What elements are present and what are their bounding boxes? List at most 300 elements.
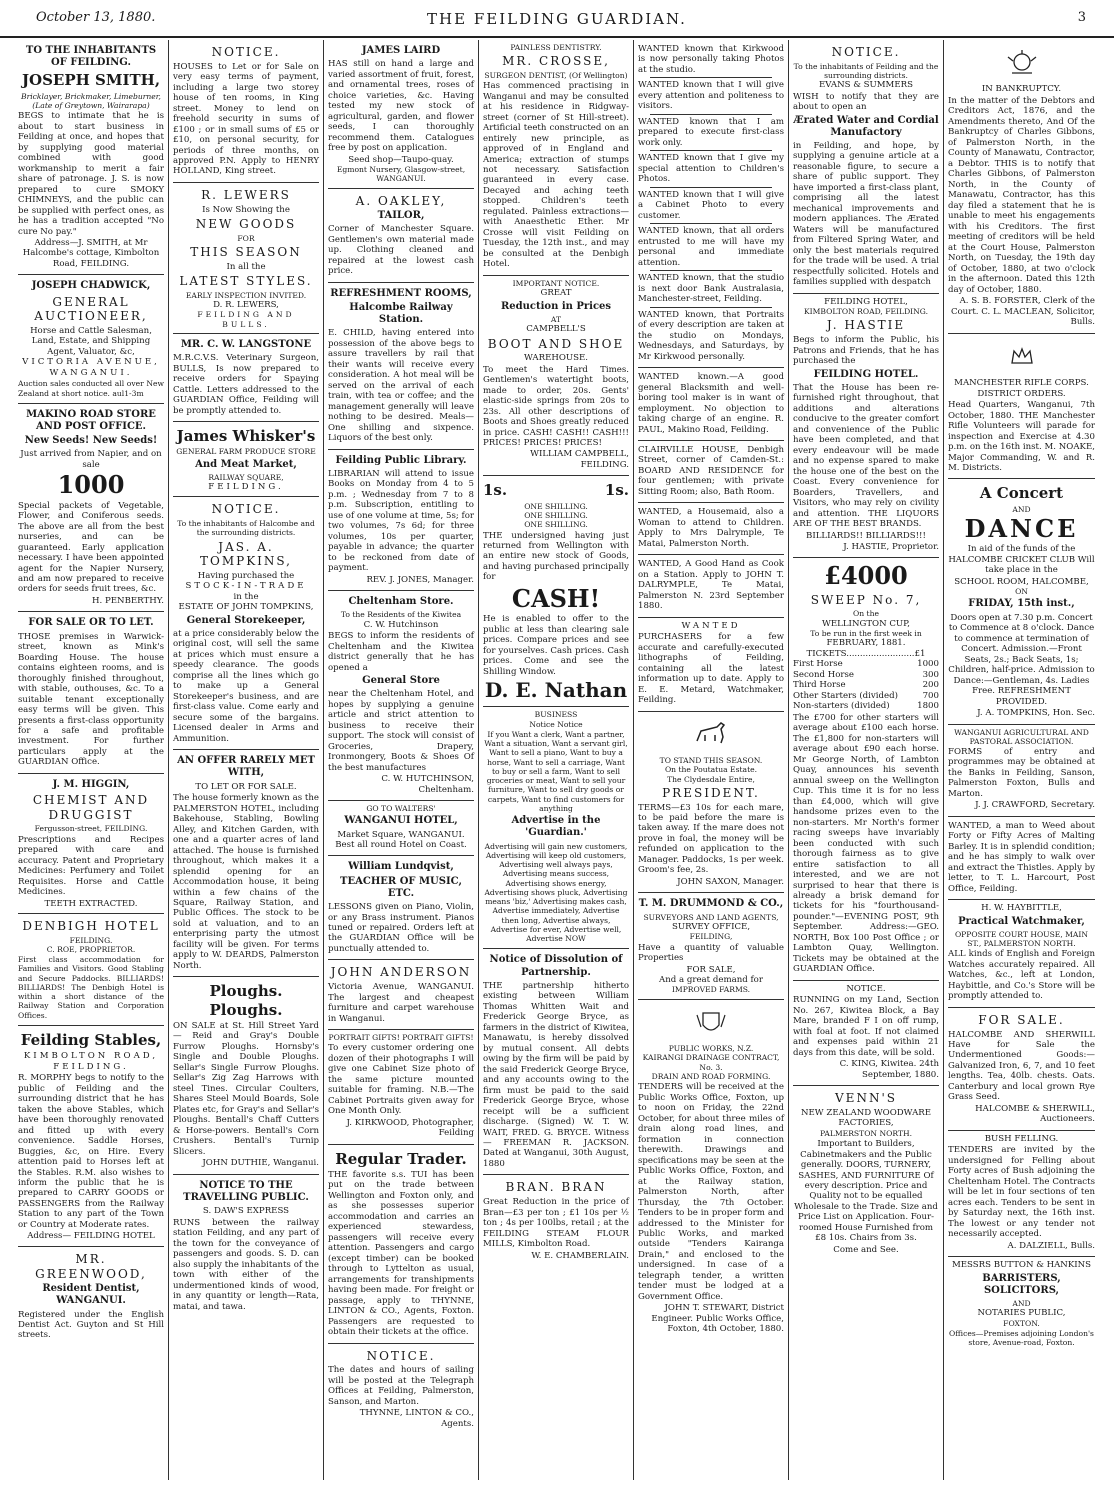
ad-body: THOSE premises in Warwick-street, known as Mink's Boarding House. The house contains eighteen rooms, and is thoroughly finished throughout, with stable, outhouses, &c. To a suitable tenant exceptionally easy terms will be given. This presents a first-class opportunity for a safe and profitable investment. For further particulars apply at the GUARDIAN Office. xyxy=(18,631,164,768)
ad-halcombe-sherwill xyxy=(948,1008,1095,1131)
ad-heading: NOTICE. xyxy=(366,1348,436,1363)
column-1 xyxy=(14,40,169,1480)
ad-body: Important to Builders, Cabinetmakers and the Public generally. DOORS, TURNERY, SASHES, AND FURNITURE Of every description. Price and Quality not to be equalled Wholesale to the Trade. Size and Price List on Application. Four-roomed House Furnished from £8 10s. Chairs from 3s. xyxy=(794,1139,938,1244)
ad-line: BILLIARDS!! BILLIARDS!!! xyxy=(806,530,926,541)
ad-signature: A. S. B. FORSTER, Clerk of the Court. C. L. MACLEAN, Solicitor, Bulls. xyxy=(950,296,1095,328)
ad-oakley-tailor xyxy=(328,189,474,283)
ad-subtitle: Fergusson-street, FEILDING. xyxy=(34,824,148,834)
ad-body: near the Cheltenham Hotel, and hopes by supplying a genuine article and strict attention to business to receive their support. The stock will consist of Groceries, Drapery, Ironmongery, Boots & Shoes Of the best manufactures xyxy=(328,689,474,773)
ad-clairville-house xyxy=(638,441,784,503)
wanted-item: WANTED known that I will give every attention and politeness to visitors. xyxy=(638,80,784,112)
ad-body: THE undersigned having just returned from Wellington with an entire new stock of Goods, and having purchased principally for xyxy=(483,530,629,583)
ad-heading: PAINLESS DENTISTRY. xyxy=(510,43,602,52)
ad-name: MR. CROSSE, xyxy=(502,54,610,69)
ad-signature: J. A. TOMPKINS, Hon. Sec. xyxy=(977,708,1095,719)
ad-name: William Lundqvist, xyxy=(348,861,454,873)
ad-body: Begs to inform the Public, his Patrons and Friends, that he has purchased the xyxy=(793,335,939,367)
ad-heading: Feilding Stables, xyxy=(20,1030,162,1049)
ad-ploughs xyxy=(173,977,319,1174)
ad-body: ALL kinds of English and Foreign Watches accurately repaired. All Watches, &c., left at London, Haybittle, and Co.'s Store will be promptly attended to. xyxy=(948,949,1095,1002)
ad-heading: PUBLIC WORKS, N.Z. xyxy=(668,1044,754,1054)
column-4 xyxy=(479,40,634,1480)
ad-campbell-boots xyxy=(483,276,629,477)
ad-body: Have a quantity of valuable Properties xyxy=(638,942,784,964)
ad-line: GREAT xyxy=(540,288,572,299)
ad-heading: BUSINESS xyxy=(534,710,578,720)
ad-line: General Storekeeper, xyxy=(186,614,306,626)
prize-table xyxy=(793,659,939,711)
ad-line: To the inhabitants of Halcombe and the surrounding districts. xyxy=(177,519,315,538)
ad-line: ESTATE OF JOHN TOMPKINS, xyxy=(178,602,314,613)
ad-signature: C. KING, Kiwitea. 24th September, 1880. xyxy=(839,1059,939,1080)
ad-subtitle: Resident Dentist, WANGANUI. xyxy=(42,1283,140,1307)
ad-name: PRESIDENT. xyxy=(662,785,760,800)
ad-body: R. MORPHY begs to notify to the public of Feilding and the surrounding district that he has taken the above Stables, which have been thoroughly renovated and fitted up with every convenience. Saddle Horses, Buggies, &c, on Hire. Every attention paid to Horses left at the Stables. R.M. also wishes to inform the public that he is prepared to CARRY GOODS or PASSENGERS from the Railway Station to any part of the Town or Country at Moderate rates. xyxy=(18,1073,164,1230)
ad-signature: C. W. HUTCHINSON, Cheltenham. xyxy=(381,774,474,795)
issue-date: October 13, 1880. xyxy=(36,10,156,25)
royal-coat-of-arms-icon xyxy=(1002,47,1042,77)
prize-label: Other Starters (divided) xyxy=(793,690,898,701)
ad-subtitle: FEILDING. xyxy=(69,935,113,945)
ad-notice-houses xyxy=(173,40,319,183)
ad-body: The house formerly known as the PALMERSTON HOTEL, including Bakehouse, Stabling, Bowling Alley, and Kitchen Garden, with one and a quarter acres of land attached. The house is furnished throughout, which makes it a splendid opening for an Accommodation house, it being within a few chains of the Square, Railway Station, and Public Offices. The stock to be sold at valuation, and to an enterprising party the utmost facility will be given. For terms apply to W. DEARDS, Palmerston North. xyxy=(173,793,319,971)
ad-body: If you Want a clerk, Want a partner, Want a situation, Want a servant girl, Want to sell a piano, Want to buy a horse, Want to sell a carriage, Want to buy or sell a farm, Want to sell groceries or meat, Want to sell your furniture, Want to sell dry goods or carpets, Want to find customers for anything xyxy=(484,729,628,813)
prize-label: Non-starters (divided) xyxy=(793,701,890,712)
ad-body: Head Quarters, Wanganui, 7th October, 1880. THE Manchester Rifle Volunteers will parade for inspection and Exercise at 4.30 p.m. on the 16th inst. M. NOAKE, Major Commanding, W. and R. M. Districts. xyxy=(948,400,1095,473)
ad-body: M.R.C.V.S. Veterinary Surgeon, BULLS, Is now prepared to receive orders for Spaying Cattle. Letters addressed to the GUARDIAN Office, Feilding will be promptly attended to. xyxy=(173,353,319,416)
ad-heading: PORTRAIT GIFTS! PORTRAIT GIFTS! xyxy=(328,1033,474,1043)
ad-name: MR. C. W. LANGSTONE xyxy=(180,338,312,350)
ad-heading: MANCHESTER RIFLE CORPS. xyxy=(954,378,1089,389)
ad-name: H. W. HAYBITTLE, xyxy=(981,903,1062,914)
ad-body: TERMS—£3 10s for each mare, to be paid before the mare is taken away. If the mare does not prove in foal, the money will be refunded on application to the Manager. Paddocks, 1s per week. Groom's fee, 2s. xyxy=(638,802,784,876)
ad-name: D. E. Nathan xyxy=(484,678,628,703)
ad-signature: WILLIAM CAMPBELL, FEILDING. xyxy=(530,449,629,470)
ad-refreshment-rooms xyxy=(328,283,474,450)
ad-line: SCHOOL ROOM, HALCOMBE, xyxy=(954,576,1089,587)
ad-bankruptcy xyxy=(948,40,1095,334)
ad-name: JOHN ANDERSON xyxy=(330,965,472,980)
ad-line: TICKETS.........................£1 xyxy=(806,648,926,659)
ad-body: Great Reduction in the price of Bran—£3 per ton ; £1 10s per ½ ton ; 4s per 100lbs, retail ; at the FEILDING STEAM FLOUR MILLS, Kimbolton Road. xyxy=(483,1197,629,1250)
ad-body: HOUSES to Let or for Sale on very easy terms of payment, including a large two storey house of ten rooms, in King street. Money to lend on freehold security in sums of £100 ; or in small sums of £5 or £10, on personal security, for periods of three months, on approved P.N. Apply to HENRY HOLLAND, King street. xyxy=(173,61,319,177)
ad-signature: J. KIRKWOOD, Photographer, Feilding xyxy=(346,1117,474,1139)
ad-denbigh-hotel xyxy=(18,914,164,1026)
ad-signature: REV. J. JONES, Manager. xyxy=(366,574,474,585)
ad-line: In all the xyxy=(226,261,266,272)
ad-line: BARRISTERS, SOLICITORS, xyxy=(982,1272,1061,1296)
ad-james-whisker xyxy=(173,422,319,497)
ad-footer: Auction sales conducted all over New Zealand at short notice. aul1-3m xyxy=(18,379,164,398)
ad-body: Corner of Manchester Square. Gentlemen's own material made up. Clothing cleaned and repaired at the lowest cash price. xyxy=(328,224,474,277)
ad-line: AT xyxy=(550,314,562,324)
prize-row xyxy=(793,659,939,669)
ad-heading: MAKINO ROAD STORE AND POST OFFICE. xyxy=(26,408,156,432)
wanted-item: WANTED known that I am prepared to execute first-class work only. xyxy=(638,116,784,148)
ad-line: Advertise in the 'Guardian.' xyxy=(511,815,601,839)
ad-langstone xyxy=(173,334,319,422)
prize-amount: 700 xyxy=(922,690,939,701)
ad-line: FEILDING. xyxy=(208,481,284,492)
horse-icon xyxy=(691,719,731,749)
ad-line: General Store xyxy=(362,675,440,687)
ad-palmerston-hotel xyxy=(173,750,319,977)
ad-heading: WANTED xyxy=(681,620,741,631)
ad-footer: TEETH EXTRACTED. xyxy=(44,898,138,909)
ad-body: LESSONS given on Piano, Violin, or any Brass instrument. Pianos tuned or repaired. Orders left at the GUARDIAN Office will be punctually attended to. xyxy=(328,902,474,954)
ad-sailing-notice xyxy=(328,1344,474,1435)
ad-heading: GO TO WALTERS' xyxy=(366,804,436,814)
ad-name: EVANS & SUMMERS xyxy=(819,80,913,91)
ad-line: NEW GOODS xyxy=(195,217,297,232)
ad-venns xyxy=(793,1086,939,1259)
ad-body: THE partnership hitherto existing between William Thomas Whitten Wait and Frederick George Bryce, as farmers in the district of Kiwitea, Manawatu, is hereby dissolved by mutual consent. All debts owing by the firm will be paid by the said Frederick George Bryce, and any accounts owing to the firm must be paid to the said Frederick George Bryce, whose receipt will be a sufficient discharge. (Signed) W. T. W. WAIT, FRED. G. BRYCE. Witness— FREEMAN R. JACKSON. Dated at Wanganui, 30th August, 1880 xyxy=(483,980,629,1169)
ad-john-anderson xyxy=(328,960,474,1030)
ad-subtitle: SURGEON DENTIST, (Of Wellington) xyxy=(484,70,628,80)
ad-body: E. CHILD, having entered into possession of the above begs to assure travellers by rail that their wants will receive every consideration. A hot meal will be served on the arrival of each train, with tea or coffee; and the management generally will leave nothing to be desired. Meals—One shilling and sixpence. Liquors of the best only. xyxy=(328,328,474,444)
ad-body: FORMS of entry and programmes may be obtained at the Banks in Feilding, Sanson, Palmerston Foxton, Bulls and Marton. xyxy=(948,747,1095,799)
ad-signature: JOHN SAXON, Manager. xyxy=(677,876,784,887)
column-7 xyxy=(944,40,1099,1480)
ad-line: LATEST STYLES. xyxy=(179,274,313,289)
wanted-item: WANTED known, that the studio is next door Bank Australasia, Manchester-street, Feilding. xyxy=(638,273,784,305)
ad-regular-trader xyxy=(328,1145,474,1344)
ad-wanted-series xyxy=(638,40,784,368)
ad-body: WANTED known.—A good general Blacksmith and well-boring tool maker is in want of employment. No objection to taking charge of an engine. R. PAUL, Makino Road, Feilding. xyxy=(638,372,784,435)
ad-heading: AN OFFER RARELY MET WITH, xyxy=(177,755,315,779)
ad-heading: Cheltenham Store. xyxy=(348,596,454,608)
ad-name: R. LEWERS xyxy=(201,187,291,202)
ad-heading: BRAN. BRAN xyxy=(505,1180,607,1195)
ad-heading: MESSRS BUTTON & HANKINS xyxy=(951,1260,1092,1271)
price-mark-right: 1s. xyxy=(604,481,629,500)
ad-heading: BUSH FELLING. xyxy=(984,1133,1059,1144)
column-3 xyxy=(324,40,479,1480)
ad-subtitle: New Seeds! New Seeds! xyxy=(24,435,158,447)
ad-line: And Meat Market, xyxy=(195,458,297,470)
ad-heading: NOTICE. xyxy=(846,983,886,994)
ad-name: WANGANUI HOTEL, xyxy=(344,815,458,827)
ad-body: Offices—Premises adjoining London's store, Avenue-road, Foxton. xyxy=(949,1329,1094,1348)
prize-amount: 1800 xyxy=(917,701,939,712)
ad-body: To meet the Hard Times. Gentlemen's watertight boots, made to order, 20s. Gents' elastic-side springs from 20s to 23s. All other descriptions of Boots and Shoes greatly reduced in price. CASH! CASH!! CASH!!! PRICES! PRICES! PRICES! xyxy=(483,364,629,448)
ad-line: FEILDING HOTEL. xyxy=(813,368,919,380)
ad-heading: £4000 xyxy=(824,561,908,591)
ad-body: TENDERS will be received at the Public Works Office, Foxton, up to noon on Friday, the 22nd October, for about three miles of drain along road lines, and formation in connection therewith. Drawings and specifications may be seen at the Public Works Office, Foxton, and at the Railway station, Palmerston North, after Thursday, the 7th October. Tenders to be in proper form and addressed to the Minister for Public Works, and marked outside "Tenders Kairanga Drain," and enclosed to the undersigned. In case of a telegraph tender, a written tender must be lodged at a Government Office. xyxy=(638,1082,784,1302)
ad-heading: IN BANKRUPTCY. xyxy=(981,84,1062,95)
ad-body: HALCOMBE AND SHERWILL Have for Sale the Undermentioned Goods:— Galvanized Iron, 6, 7, and 10 feet lengths. Tea, 40lb. chests. Oats. Canterbury and local grown Rye Grass Seed. xyxy=(948,1029,1095,1103)
ad-heading: JAMES LAIRD xyxy=(361,45,441,56)
ad-wanted-housemaid xyxy=(638,503,784,555)
ad-line: ONE SHILLING. xyxy=(524,511,588,520)
ad-heading: NOTICE. xyxy=(211,502,281,517)
prize-row xyxy=(793,680,939,690)
ad-body: WANTED, a Housemaid, also a Woman to attend to Children. Apply to Mrs Dalrymple, Te Matai, Palmerston North. xyxy=(638,507,784,549)
ad-body: Market Square, WANGANUI. Best all round Hotel on Coast. xyxy=(335,829,467,850)
ad-title: Practical Watchmaker, xyxy=(958,915,1085,927)
prize-row xyxy=(793,691,939,701)
ad-sweep xyxy=(793,558,939,980)
ad-heading: FOR SALE OR TO LET. xyxy=(28,617,154,629)
ad-heading: A Concert xyxy=(979,484,1064,503)
ad-number: 1000 xyxy=(57,470,125,500)
ad-business-notice xyxy=(483,707,629,949)
ad-body: RUNS between the railway station Feilding, and any part of the town for the conveyance of passengers and goods. S. D. can also supply the inhabitants of the town with either of the undermentioned kinds of wood, in any quantity or length—Rata, matai, and tawa. xyxy=(173,1217,319,1312)
wanted-item: WANTED known that I will give a Cabinet Photo to every customer. xyxy=(638,189,784,221)
ad-subtitle: KAIRANGI DRAINAGE CONTRACT, No. 3. xyxy=(642,1053,780,1072)
prize-label: First Horse xyxy=(793,659,843,670)
ad-body: in Feilding, and hope, by supplying a genuine article at a reasonable figure, to secure a share of public support. They have imported a first-class plant, comprising all the latest mechanical improvements and modern appliances. The Ærated Waters will be manufactured from Filtered Spring Water, and only the best materials required for the trade will be used. A trial respectfully solicited. Hotels and families supplied with despatch xyxy=(793,140,939,288)
ad-body: Victoria Avenue, WANGANUI. The largest and cheapest furniture and carpet warehouse in Wanganui. xyxy=(328,982,474,1024)
ad-painless-dentistry xyxy=(483,40,629,276)
ad-line: SWEEP No. 7, xyxy=(810,592,922,607)
ad-heading: REFRESHMENT ROOMS, xyxy=(330,287,472,299)
ad-title: TEACHER OF MUSIC, ETC. xyxy=(340,875,462,899)
ad-body: THE favorite s.s. TUI has been put on the trade between Wellington and Foxton only, and as she possesses superior accommodation and carries an experienced stewardess, passengers will receive every attention. Passengers and cargo (except timber) can be booked through to Lyttelton as usual, arrangements for transhipments having been made. For freight or passage, apply to THYNNE, LINTON & CO., Agents, Foxton. Passengers are requested to obtain their tickets at the office. xyxy=(328,1169,474,1338)
ad-subtitle: KIMBOLTON ROAD, FEILDING. xyxy=(803,307,929,317)
ad-line: FOR xyxy=(237,233,255,243)
coat-of-arms-icon xyxy=(691,1007,731,1037)
ad-line: THIS SEASON xyxy=(190,244,302,259)
ad-portrait-gifts xyxy=(328,1030,474,1145)
ad-body: HAS still on hand a large and varied assortment of fruit, forest, and ornamental trees, roses of choice varieties, &c. Having tested my new stock of agricultural, garden, and flower seeds, I can thoroughly recommend them. Catalogues free by post on application. xyxy=(328,59,474,154)
ad-line: WAREHOUSE. xyxy=(523,353,589,364)
ad-heading: NOTICE. xyxy=(831,45,901,59)
ad-body: The £700 for other starters will average about £100 each horse. The £1,800 for non-starters will average about £90 each horse. Mr George North, of Lambton Quay, announces his seventh annual sweep on the Wellington Cup. This time it is for no less than £4,000, which will give handsome prizes even to the non-starters. Mr North's former racing sweeps have invariably been conducted with such thorough fairness as to give entire satisfaction to all interested, and we are not surprised to hear that there is already a brisk demand for tickets for his "fourthousand-pounder."—EVENING POST, 9th September. Address:—GEO. NORTH, Box 100 Post Office ; or Lambton Quay, Wellington. Tickets may be obtained at the GUARDIAN Office. xyxy=(793,712,939,975)
ad-public-works xyxy=(638,1000,784,1340)
ad-line: RAILWAY SQUARE, xyxy=(208,472,284,482)
ad-line: Is Now Showing the xyxy=(202,204,290,215)
ad-line: BOOT AND SHOE xyxy=(487,336,625,351)
ad-heading: FOR SALE. xyxy=(978,1012,1065,1027)
ad-body: Advertising will gain new customers, Advertising will keep old customers, Advertising well always pays, Advertising means success, Advertising shows energy, Advertising shows pluck, Advertising means 'biz,' Advertising makes cash, Advertise immediately, Advertise then long, Advertise always, Advertise for ever, Advertise well, Advertise NOW xyxy=(484,841,628,944)
newspaper-title: THE FEILDING GUARDIAN. xyxy=(427,10,687,28)
prize-amount: 300 xyxy=(922,669,939,680)
ad-body: In the matter of the Debtors and Creditors Act, 1876, and the Amendments thereto, And Of the Bankruptcy of Charles Gibbons, of Palmerston North, in the County of Manawatu, Contractor, a Debtor. THIS is to notify that Charles Gibbons, of Palmerston North, in the County of Manawatu, Contractor, has this day filed a statement that he is unable to meet his engagements with his Creditors. The first meeting of creditors will be held at the Court House, Palmerston North, on Tuesday, the 19th day of October, 1880, at two o'clock in the afternoon. Dated this 12th day of October, 1880. xyxy=(948,95,1095,295)
ad-daws-express xyxy=(173,1175,319,1317)
ad-line: FEILDING, xyxy=(689,932,733,942)
ad-subtitle: TO LET OR FOR SALE. xyxy=(195,781,297,792)
ad-body: BEGS to inform the residents of Cheltenham and the Kiwitea district generally that he has opened a xyxy=(328,631,474,673)
ad-line: STOCK-IN-TRADE xyxy=(185,581,307,592)
ad-evans-summers xyxy=(793,40,939,294)
ad-body: at a price considerably below the original cost, will sell the same at prices which must ensure a speedy clearance. The goods comprise all the lines which go to make up a General Storekeeper's business, and are first-class value. Come early and secure some of the bargains. Licensed dealer in Arms and Ammunition. xyxy=(173,628,319,744)
ad-signature: A. DALZIELL, Bulls. xyxy=(1007,1240,1095,1251)
ad-button-hankins xyxy=(948,1257,1095,1352)
ad-notice-mare xyxy=(793,981,939,1086)
ad-for-sale-or-to-let xyxy=(18,612,164,773)
ad-line: CASH! xyxy=(511,583,601,613)
ad-feilding-hotel xyxy=(793,294,939,559)
ad-line: WELLINGTON CUP, xyxy=(822,618,910,629)
ad-line: To the inhabitants of Feilding and the surrounding districts. xyxy=(793,61,939,80)
ad-proprietor: C. ROE, PROPRIETOR. xyxy=(46,944,136,954)
ad-heading: Regular Trader. xyxy=(335,1149,467,1168)
column-6 xyxy=(789,40,944,1480)
ad-body: WANTED, A Good Hand as Cook on a Station. Apply to JOHN T. DALRYMPLE, Te Matai, Palmerston N. 23rd September 1880. xyxy=(638,559,784,612)
ad-wanted-weeder xyxy=(948,817,1095,900)
ad-name: JAS. A. TOMPKINS, xyxy=(199,539,292,569)
ad-body: WANTED, a man to Weed about Forty or Fifty Acres of Malting Barley. It is in splendid condition; and he has simply to walk over and extract the Thistles. Apply by letter, to T. L. Harcourt, Post Office, Feilding. xyxy=(948,820,1095,894)
ad-body: Has commenced practising in Wanganui and may be consulted at his residence in Ridgway-street (corner of St Hill-street). Artificial teeth constructed on an entirely new principle, as approved of in England and America; extraction of stumps not necessary. Satisfaction guaranteed in every case. Decayed and aching teeth stopped. Children's teeth regulated. Painless extractions—with Anaesthetic Ether. Mr Crosse will visit Feilding on Tuesday, the 12th inst., and may be consulted at the Denbigh Hotel. xyxy=(483,81,629,270)
ad-heading: Notice of Dissolution of Partnership. xyxy=(489,954,623,978)
ad-name: J. M. HIGGIN, xyxy=(52,778,130,790)
ad-heading: FEILDING HOTEL, xyxy=(824,296,908,307)
ad-body: That the House has been re-furnished right throughout, that additions and alterations conducive to the greater comfort and convenience of the Public have been completed, and that every endeavour will be made and no expense spared to make the house one of the best on the Coast. Every convenience for Boarders, Travellers, and Visitors, who may rely on civility and attention. THE LIQUORS ARE OF THE BEST BRANDS. xyxy=(793,382,939,530)
shilling-banner xyxy=(483,479,629,501)
wanted-item: WANTED known, that Portraits of every description are taken at the studio on Mondays, Wednesdays, and Saturdays, by Mr Kirkwood personally. xyxy=(638,309,784,362)
ad-body: He is enabled to offer to the public at less than clearing sale prices. Compare prices and see for yourselves. Cash prices. Cash prices. Come and see the Shilling Window. xyxy=(483,614,629,677)
ad-signature: H. PENBERTHY. xyxy=(92,595,164,606)
ad-signature: W. E. CHAMBERLAIN. xyxy=(531,1250,629,1261)
ad-body: BEGS to intimate that he is about to start business in Feilding at once, and hopes that by supplying good material combined with good workmanship to merit a fair share of patronage. J. S. is now prepared to cure SMOKY CHIMNEYS, and the public can be supplied with perfect ones, as he has a tradition accepted "No cure No pay." xyxy=(18,111,164,237)
prize-label: Second Horse xyxy=(793,669,854,680)
ad-wanted-purchasers xyxy=(638,618,784,712)
ad-line: SURVEY OFFICE, xyxy=(671,921,751,932)
wanted-item: WANTED known that Kirkwood is now personally taking Photos at the studio. xyxy=(638,44,784,75)
ad-agricultural-association xyxy=(948,725,1095,817)
prize-amount: 1000 xyxy=(917,659,939,670)
wanted-item: WANTED known that I give my special attention to Children's Photos. xyxy=(638,153,784,185)
ad-greenwood-dentist xyxy=(18,1247,164,1346)
ad-feilding-stables xyxy=(18,1026,164,1247)
ad-subtitle: KIMBOLTON ROAD, FEILDING. xyxy=(23,1051,159,1072)
ad-concert-dance xyxy=(948,479,1095,724)
ad-body: TENDERS are invited by the undersigned for Felling about Forty acres of Bush adjoining the Cheltenham Hotel. The Contracts will be let in four sections of ten acres each. Tenders to be sent in by Saturday next, the 16th inst. The lowest or any tender not necessarily accepted. xyxy=(948,1145,1095,1240)
ad-signature: THYNNE, LINTON & CO., Agents. xyxy=(359,1408,474,1429)
ad-line: DANCE xyxy=(964,514,1079,544)
ad-body: First class accommodation for Families and Visitors. Good Stabling and Secure Paddocks. BILLIARDS! BILLIARDS! The Denbigh Hotel is within a short distance of the Railway Station and Corporation Offices. xyxy=(18,955,164,1020)
ad-footer: Seed shop—Taupo-quay. xyxy=(348,154,454,165)
ad-makino-road-store xyxy=(18,404,164,613)
ad-line: NEW ZEALAND WOODWARE FACTORIES, xyxy=(800,1107,932,1129)
ad-heading: NOTICE. xyxy=(211,45,281,59)
ad-name: James Whisker's xyxy=(176,427,316,445)
ad-signature: HALCOMBE & SHERWILL, Auctioneers. xyxy=(975,1103,1095,1125)
ad-line: DRAIN AND ROAD FORMING. xyxy=(651,1071,771,1081)
masthead xyxy=(0,0,1114,38)
ad-line: And a great demand for xyxy=(659,975,763,985)
ad-body: Special packets of Vegetable, Flower, and Coniferous seeds. The above are all from the best nurseries, and can be guaranteed. Early application necessary. I have been appointed agent for the Napier Nursery, and am now prepared to receive orders for seeds fruit trees, &c. xyxy=(18,500,164,595)
ad-line: Having purchased the xyxy=(197,570,295,581)
ad-heading: Ploughs. Ploughs. xyxy=(209,982,283,1019)
ad-line: GENERAL FARM PRODUCE STORE xyxy=(176,447,316,457)
ad-body: To every customer ordering one dozen of their photographs I will give one Cabinet Size photo of the same picture mounted suitable for framing. N.B.—The Cabinet Portraits given away for One Month Only. xyxy=(328,1043,474,1117)
ad-higgin-chemist xyxy=(18,774,164,914)
ad-line: On the Poutatua Estate. xyxy=(664,765,758,775)
ad-haybittle xyxy=(948,900,1095,1008)
ad-public-library xyxy=(328,450,474,592)
ad-name: JOSEPH SMITH, xyxy=(21,71,161,90)
ad-body: WISH to notify that they are about to open an xyxy=(793,91,939,113)
ad-line: To be run in the first week in xyxy=(810,629,922,639)
ad-line: AND xyxy=(1012,1299,1031,1309)
ad-name: C. W. Hutchinson xyxy=(363,619,439,630)
ad-lewers xyxy=(173,183,319,334)
ad-heading: WANGANUI AGRICULTURAL AND PASTORAL ASSOCIATION. xyxy=(954,727,1089,746)
ad-heading: Feilding Public Library. xyxy=(335,454,467,466)
ad-signature: JOHN T. STEWART, District Engineer. Public Works Office, Foxton, 4th October, 1880. xyxy=(651,1303,784,1335)
ad-drummond xyxy=(638,893,784,999)
ad-heading: TO THE INHABITANTS OF FEILDING. xyxy=(25,45,157,69)
ad-title: CHEMIST AND DRUGGIST xyxy=(32,793,150,822)
ad-cheltenham-store xyxy=(328,591,474,801)
ad-line: ONE SHILLING. xyxy=(524,501,588,511)
prize-row xyxy=(793,701,939,711)
ad-address: VICTORIA AVENUE, WANGANUI. xyxy=(22,357,160,378)
ad-line: FOR SALE, xyxy=(686,964,736,975)
price-mark-left: 1s. xyxy=(483,481,508,500)
ad-bran xyxy=(483,1175,629,1266)
ad-line: NOTARIES PUBLIC, xyxy=(977,1308,1066,1319)
ad-subtitle: To the Residents of the Kiwitea xyxy=(340,610,462,620)
ad-address: Address— FEILDING HOTEL xyxy=(27,1231,155,1242)
ad-signature: J. J. CRAWFORD, Secretary. xyxy=(975,800,1095,811)
ad-subtitle: DISTRICT ORDERS. xyxy=(977,388,1066,399)
ad-body: Horse and Cattle Salesman, Land, Estate, and Shipping Agent, Valuator, &c, xyxy=(30,325,152,357)
ad-title: GENERAL AUCTIONEER, xyxy=(34,294,148,324)
ad-joseph-chadwick xyxy=(18,275,164,403)
ad-name: MR. GREENWOOD, xyxy=(35,1251,147,1281)
ad-body: In aid of the funds of the HALCOMBE CRICKET CLUB Will take place in the xyxy=(948,544,1095,576)
ad-body: Registered under the English Dentist Act. Guyton and St Hill streets. xyxy=(18,1309,164,1341)
ad-heading: IMPORTANT NOTICE. xyxy=(512,278,600,288)
prize-amount: 200 xyxy=(922,680,939,691)
ad-line: Ærated Water and Cordial Manufactory xyxy=(793,114,939,138)
ad-body: PURCHASERS for a few accurate and carefully-executed lithographs of Feilding, containing all the latest information up to date. Apply to E. E. Metard, Watchmaker, Feilding. xyxy=(638,632,784,706)
columns xyxy=(14,40,1104,1480)
ad-line: Notice Notice xyxy=(529,719,583,729)
ad-line: Egmont Nursery, Glasgow-street, WANGANUI. xyxy=(336,165,466,184)
ad-title: TAILOR, xyxy=(377,210,425,222)
ad-line: On the xyxy=(853,609,879,619)
ad-line: Reduction in Prices xyxy=(500,300,612,312)
ad-line: FEBRUARY, 1881. xyxy=(826,638,906,649)
prize-row xyxy=(793,670,939,680)
ad-wanganui-hotel xyxy=(328,801,474,856)
ad-line: PALMERSTON NORTH. xyxy=(819,1128,913,1138)
ad-footer: FEILDING AND BULLS. xyxy=(197,310,295,329)
ad-heading: TO STAND THIS SEASON. xyxy=(659,756,763,766)
ad-signature: D. R. LEWERS, xyxy=(213,299,279,310)
ad-body: ON SALE at St. Hill Street Yard— Reid and Gray's Double Furrow Ploughs. Hornsby's Single and Double Ploughs. Sellar's Single Furrow Ploughs. Sellar's Zig Zag Harrows with steel Tines. Circular Coulters, Shares Steel Mould Boards, Sole Plates etc, for Gray's and Sellar's Ploughs. Bentall's Chaff Cutters & Horse-powers. Bentall's Corn Crushers. Bentall's Turnip Slicers. xyxy=(173,1020,319,1157)
ad-body: The dates and hours of sailing will be posted at the Telegraph Offices at Feilding, Palmerston, Sanson, and Marton. xyxy=(328,1365,474,1407)
ad-line: ON xyxy=(1015,587,1028,597)
column-5 xyxy=(634,40,789,1480)
ad-line: ONE SHILLING. xyxy=(524,520,588,530)
ad-nathan-shilling xyxy=(483,476,629,707)
ad-name: J. HASTIE xyxy=(826,318,906,333)
ad-lundqvist xyxy=(328,856,474,960)
ad-subtitle: OPPOSITE COURT HOUSE, MAIN ST., PALMERSTON NORTH. xyxy=(954,929,1089,949)
ad-wanted-blacksmith xyxy=(638,368,784,441)
ad-line: AND xyxy=(1012,504,1031,514)
ad-line: The Clydesdale Entire, xyxy=(667,774,755,784)
ad-body: Prescriptions and Recipes prepared with care and accuracy. Patent and Proprietary Medicines: Perfumery and Toilet Requisites. Horse and Cattle Medicines. xyxy=(18,834,164,898)
ad-james-laird xyxy=(328,40,474,189)
ad-footer: Come and See. xyxy=(833,1244,899,1255)
ad-line: in the xyxy=(233,591,259,602)
ad-subtitle: Bricklayer, Brickmaker, Limeburner, (Late of Greytown, Wairarapa) xyxy=(21,91,161,110)
ad-signature: J. HASTIE, Proprietor. xyxy=(843,542,939,552)
ad-body: RUNNING on my Land, Section No. 267, Kiwitea Block, a Bay Mare, branded F I on off rump, with foal at foot. If not claimed and expenses paid within 21 days from this date, will be sold. xyxy=(793,995,939,1058)
ad-dissolution xyxy=(483,949,629,1175)
ad-president-stallion xyxy=(638,712,784,894)
ad-line: FRIDAY, 15th inst., xyxy=(968,598,1075,610)
ad-line: Just arrived from Napier, and on sale xyxy=(20,449,162,470)
ad-rifle-corps xyxy=(948,334,1095,480)
crown-icon xyxy=(1002,341,1042,371)
